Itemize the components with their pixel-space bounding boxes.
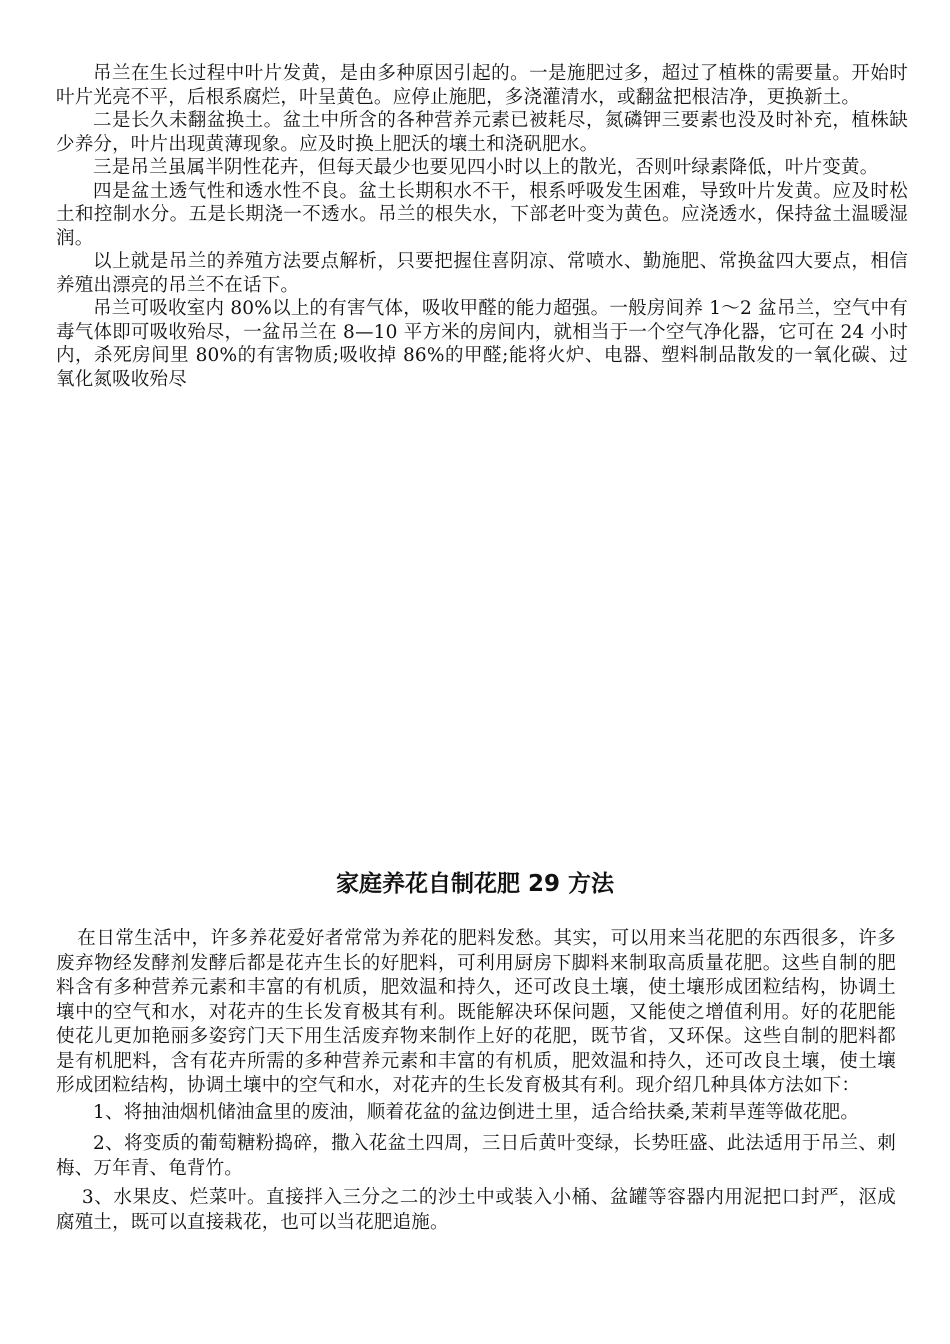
method-item-3: 3、水果皮、烂菜叶。直接拌入三分之二的沙土中或装入小桶、盆罐等容器内用泥把口封严，沤成腐殖土，既可以直接栽花，也可以当花肥追施。 <box>56 1187 896 1233</box>
method-item-1: 1、将抽油烟机储油盒里的废油，顺着花盆的盆边倒进土里，适合给扶桑,茉莉旱莲等做花肥。 <box>93 1101 860 1123</box>
intro-paragraph: 在日常生活中，许多养花爱好者常常为养花的肥料发愁。其实，可以用来当花肥的东西很多，许多废弃物经发酵剂发酵后都是花卉生长的好肥料，可利用厨房下脚料来制取高质量花肥。这些自制的肥料含有多种营养元素和丰富的有机质，肥效温和持久，还可改良土壤，使土壤形成团粒结构，协调土壤中的空气和水，对花卉的生长发育极其有利。既能解决环保问题，又能使之增值利用。好的花肥能使花儿更加艳丽多姿窍门天下用生活废弃物来制作上好的花肥，既节省，又环保。这些自制的肥料都是有机肥料，含有花卉所需的多种营养元素和丰富的有机质，肥效温和持久，还可改良土壤，使土壤形成团粒结构，协调土壤中的空气和水，对花卉的生长发育极其有利。现介绍几种具体方法如下： <box>56 928 896 1096</box>
method-item-2: 2、将变质的葡萄糖粉捣碎，撒入花盆土四周，三日后黄叶变绿，长势旺盛、此法适用于吊兰、刺梅、万年青、龟背竹。 <box>56 1133 896 1179</box>
paragraph-yellow-leaves-cause-2: 二是长久未翻盆换土。盆土中所含的各种营养元素已被耗尽，氮磷钾三要素也没及时补充，植株缺少养分，叶片出现黄薄现象。应及时换上肥沃的壤土和浇矾肥水。 <box>56 110 908 155</box>
paragraph-yellow-leaves-cause-1: 吊兰在生长过程中叶片发黄，是由多种原因引起的。一是施肥过多，超过了植株的需要量。开始时叶片光亮不平，后根系腐烂，叶呈黄色。应停止施肥，多浇灌清水，或翻盆把根洁净，更换新土。 <box>56 63 908 108</box>
paragraph-summary: 以上就是吊兰的养殖方法要点解析，只要把握住喜阴凉、常喷水、勤施肥、常换盆四大要点，相信养殖出漂亮的吊兰不在话下。 <box>56 251 908 296</box>
paragraph-yellow-leaves-cause-4: 四是盆土透气性和透水性不良。盆土长期积水不干，根系呼吸发生困难，导致叶片发黄。应及时松土和控制水分。五是长期浇一不透水。吊兰的根失水，下部老叶变为黄色。应浇透水，保持盆土温暖湿润。 <box>56 180 908 249</box>
homemade-fertilizer-article <box>56 927 896 1235</box>
spider-plant-article <box>56 62 908 391</box>
paragraph-yellow-leaves-cause-3: 三是吊兰虽属半阴性花卉，但每天最少也要见四小时以上的散光，否则叶绿素降低，叶片变黄。 <box>93 157 879 178</box>
paragraph-air-purification: 吊兰可吸收室内 80%以上的有害气体，吸收甲醛的能力超强。一般房间养 1～2 盆吊兰，空气中有毒气体即可吸收殆尽，一盆吊兰在 8—10 平方米的房间内，就相当于一个空气净化器，它可在 24 小时内，杀死房间里 80%的有害物质;吸收掉 86%的甲醛;能将火炉、电器、塑料制品散发的一氧化碳、过氧化氮吸收殆尽 <box>56 298 908 390</box>
page-title: 家庭养花自制花肥 29 方法 <box>335 871 615 897</box>
